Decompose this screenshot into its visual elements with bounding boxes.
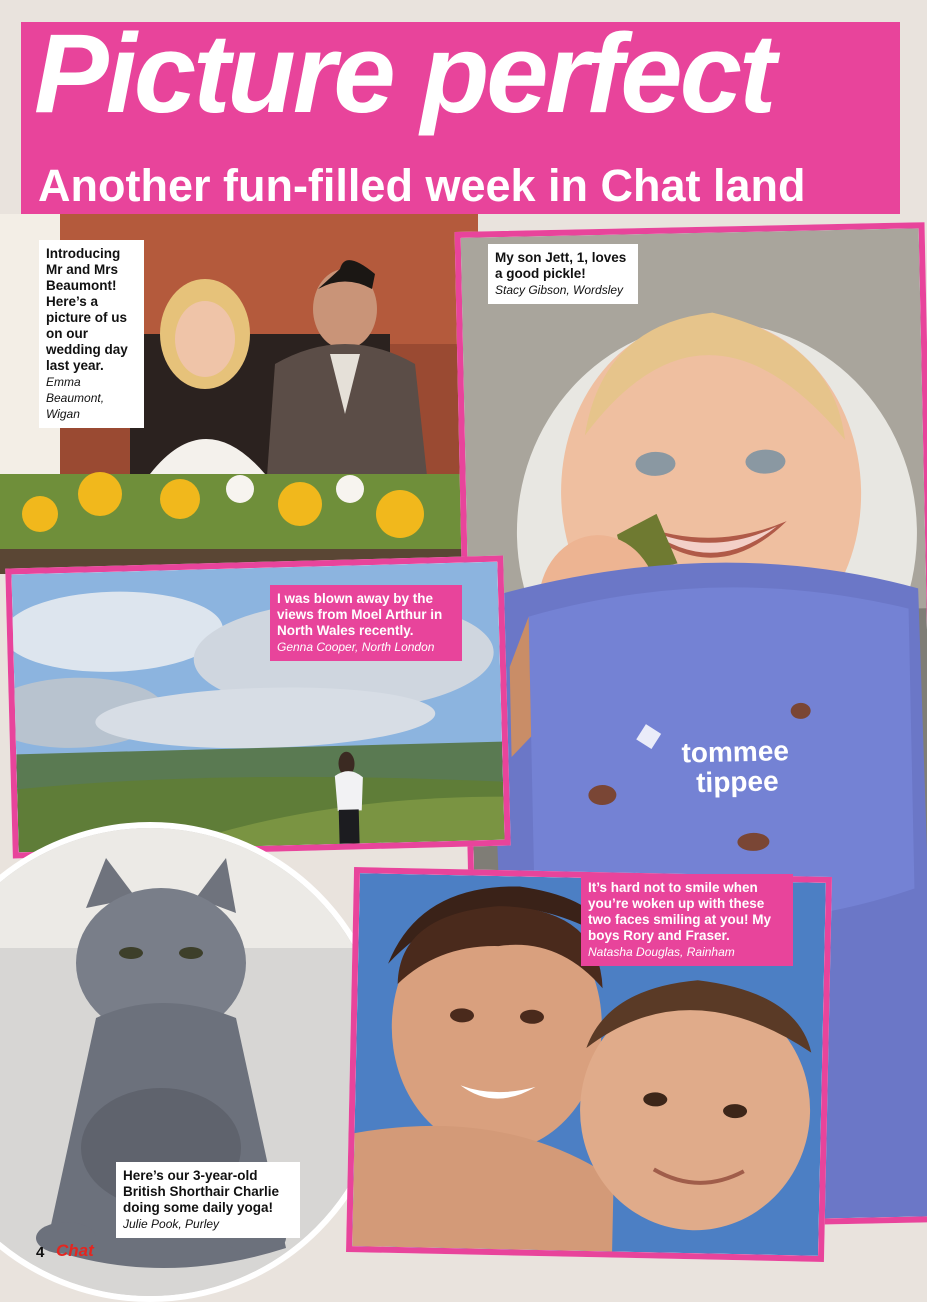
caption-cat <box>116 1162 300 1238</box>
caption-cat-credit: Julie Pook, Purley <box>123 1217 220 1231</box>
page-title: Picture perfect <box>34 11 774 136</box>
caption-landscape <box>270 585 462 661</box>
caption-landscape-credit: Genna Cooper, North London <box>277 640 435 654</box>
caption-boys-text: It’s hard not to smile when you’re woken up with these two faces smiling at you! My boys Rory and Fraser. <box>588 880 772 943</box>
caption-wedding-text: Introducing Mr and Mrs Beaumont! Here’s a picture of us on our wedding day last year. <box>46 246 128 373</box>
caption-baby-text: My son Jett, 1, loves a good pickle! <box>495 250 627 281</box>
caption-landscape-text: I was blown away by the views from Moel Arthur in North Wales recently. <box>277 591 443 638</box>
caption-boys <box>581 874 793 966</box>
caption-cat-text: Here’s our 3-year-old British Shorthair Charlie doing some daily yoga! <box>123 1168 280 1215</box>
page-subtitle: Another fun-filled week in Chat land <box>38 160 806 211</box>
page-number: 4 <box>36 1244 45 1261</box>
brand-logo: Chat <box>56 1241 94 1260</box>
caption-wedding <box>39 240 144 428</box>
caption-baby <box>488 244 638 304</box>
bib-logo-text: tommee tippee <box>681 735 790 799</box>
caption-boys-credit: Natasha Douglas, Rainham <box>588 945 735 959</box>
caption-wedding-credit: Emma Beaumont, Wigan <box>46 375 105 421</box>
caption-baby-credit: Stacy Gibson, Wordsley <box>495 283 624 297</box>
